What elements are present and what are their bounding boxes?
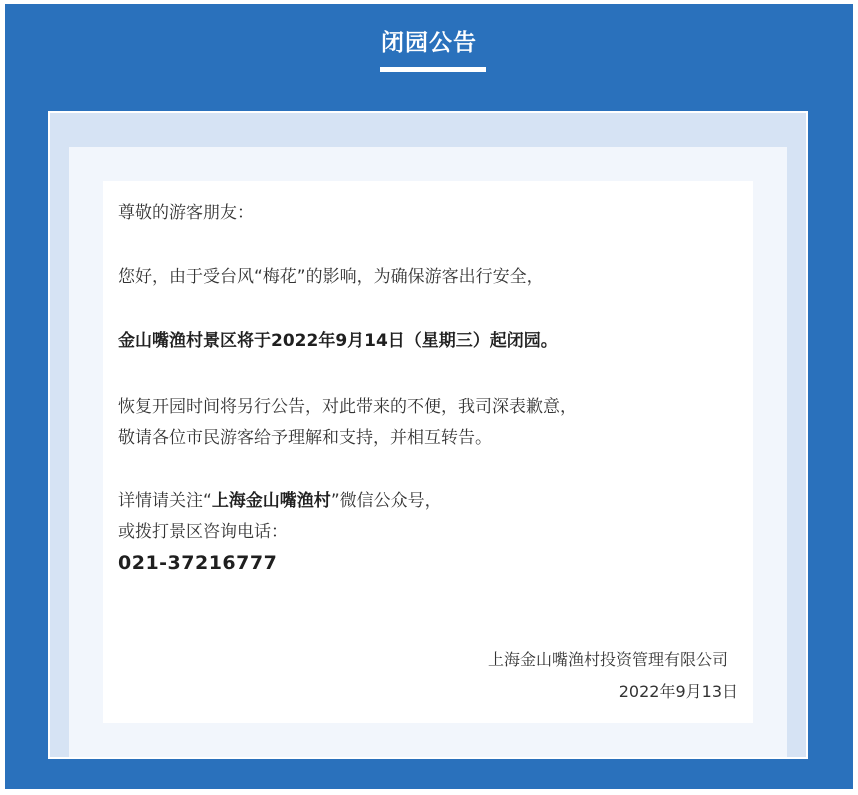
page-title: 闭园公告 — [381, 30, 477, 56]
wechat-account-name: 上海金山嘴渔村 — [211, 491, 331, 511]
phone-number: 021-37216777 — [118, 552, 278, 574]
paragraph-typhoon: 您好，由于受台风“梅花”的影响，为确保游客出行安全， — [118, 267, 544, 287]
paragraph-reopen-line-1: 恢复开园时间将另行公告，对此带来的不便，我司深表歉意， — [118, 397, 577, 417]
title-underline — [380, 67, 486, 72]
follow-suffix: ”微信公众号， — [330, 491, 442, 511]
notice-date: 2022年9月13日 — [618, 682, 738, 701]
paragraph-reopen-line-2: 敬请各位市民游客给予理解和支持，并相互转告。 — [118, 428, 492, 448]
closure-announcement: 金山嘴渔村景区将于2022年9月14日（星期三）起闭园。 — [118, 331, 558, 351]
company-signature: 上海金山嘴渔村投资管理有限公司 — [487, 650, 728, 669]
follow-wechat-line — [118, 489, 442, 513]
greeting-text: 尊敬的游客朋友： — [118, 203, 254, 223]
notice-content-panel — [103, 181, 753, 723]
phone-prompt: 或拨打景区咨询电话： — [118, 522, 288, 542]
follow-prefix: 详情请关注“ — [118, 491, 212, 511]
